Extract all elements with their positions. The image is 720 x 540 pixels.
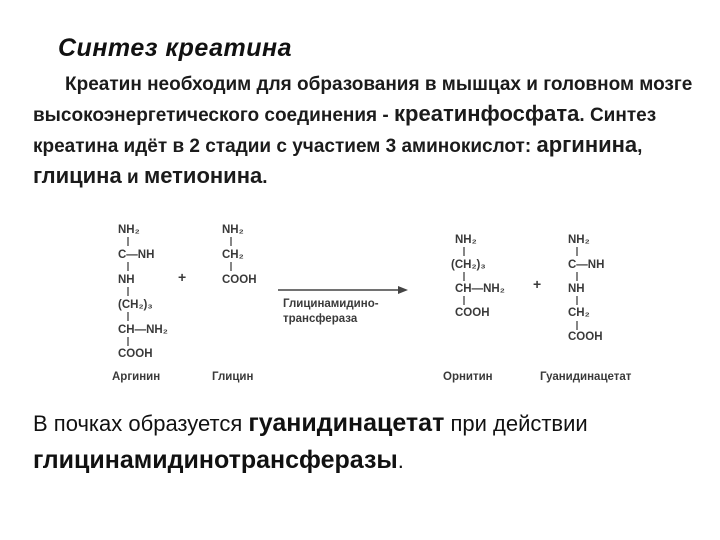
term-enzyme: глицинамидинотрансферазы (33, 446, 398, 474)
conclusion-text-1: В почках образуется (33, 411, 249, 436)
arg-chnh2: CH—NH₂ (118, 324, 168, 336)
plus-sign-1: + (178, 269, 187, 285)
ornithine-structure (443, 234, 505, 383)
term-guanidinoacetate: гуанидинацетат (248, 409, 445, 437)
arg-cooh: COOH (118, 348, 153, 360)
guanidinoacetate-label: Гуанидинацетат (540, 371, 632, 383)
gaa-nh2: NH₂ (568, 234, 590, 246)
enzyme-line-1: Глицинамидино- (283, 298, 379, 310)
arg-cnh: C—NH (118, 249, 155, 261)
gaa-cooh: COOH (568, 331, 603, 343)
slide-title: Синтез креатина (58, 34, 292, 62)
arrow-head (398, 286, 408, 294)
ornithine-label: Орнитин (443, 371, 493, 383)
intro-text-1: Креатин необходим для образования в мышцах и головном мозге высокоэнергетического соединения - (33, 74, 693, 126)
guanidinoacetate-structure (540, 234, 632, 383)
orn-ch2: (CH₂)₃ (451, 259, 486, 271)
glycine-structure (212, 224, 257, 383)
conclusion-paragraph (33, 405, 693, 479)
arg-nh: NH (118, 274, 135, 286)
reaction-arrow (278, 286, 408, 325)
gly-ch2: CH₂ (222, 249, 244, 261)
intro-text-2: . Синтез креатина идёт в 2 стадии с участием 3 аминокислот: (33, 105, 657, 157)
plus-sign-2: + (533, 276, 542, 292)
term-methionine: метионина (143, 163, 263, 188)
term-arginine: аргинина (536, 132, 638, 157)
enzyme-line-2: трансфераза (283, 313, 358, 325)
arg-nh2: NH₂ (118, 224, 140, 236)
gaa-cnh: C—NH (568, 259, 605, 271)
conclusion-text-2: при действии (444, 411, 588, 436)
arg-ch2: (CH₂)₃ (118, 299, 153, 311)
gly-cooh: COOH (222, 274, 257, 286)
glycine-label: Глицин (212, 371, 254, 383)
gly-nh2: NH₂ (222, 224, 244, 236)
orn-cooh: COOH (455, 307, 490, 319)
conclusion-text-3: . (397, 448, 404, 473)
arginine-structure (112, 224, 168, 383)
term-creatine-phosphate: креатинфосфата (394, 101, 580, 126)
gaa-ch2: CH₂ (568, 307, 590, 319)
orn-chnh2: CH—NH₂ (455, 283, 505, 295)
term-glycine: глицина (33, 163, 122, 188)
gaa-nh: NH (568, 283, 585, 295)
arginine-label: Аргинин (112, 371, 161, 383)
intro-text-5: . (262, 167, 268, 188)
intro-text-4: и (121, 167, 144, 188)
intro-text-3: , (637, 136, 643, 157)
orn-nh2: NH₂ (455, 234, 477, 246)
